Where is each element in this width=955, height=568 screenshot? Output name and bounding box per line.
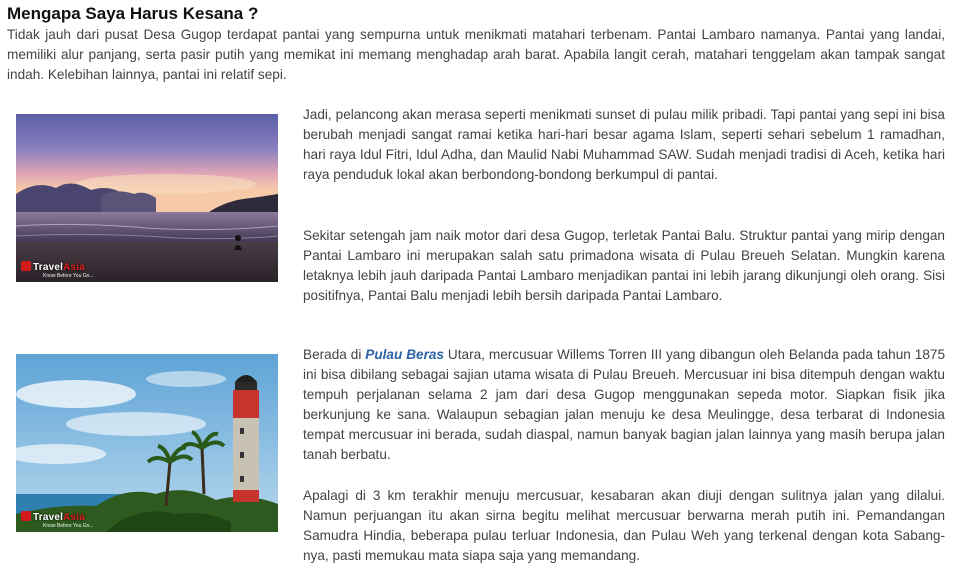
pulau-beras-link[interactable]: Pulau Beras [365, 347, 444, 362]
paragraph-mercusuar [303, 345, 945, 465]
watermark-brand-accent: Asia [63, 262, 86, 273]
watermark-brand: Travel [33, 512, 64, 523]
travelasia-watermark-2 [21, 507, 94, 529]
paragraph-pantai-balu: Sekitar setengah jam naik motor dari desa Gugop, terletak Pantai Balu. Struktur pantai yang mirip dengan Pantai Lambaro ini merupakan salah satu primadona wisata di Pulau Breueh Selatan. Mungkin karena letaknya lebih jauh daripada Pantai Lambaro menjadikan pantai ini lebih jarang dikunjungi oleh orang. Sisi positifnya, Pantai Balu menjadi lebih bersih daripada Pantai Lambaro. [303, 228, 945, 303]
paragraph-text-rest: Utara, mercusuar Willems Torren III yang dibangun oleh Belanda pada tahun 1875 ini bisa dibilang sebagai sajian utama wisata di Pulau Breueh. Mercusuar ini bisa ditempuh dengan waktu tempuh perjalanan selama 2 jam dari desa Gugop menggunakan sepeda motor. Siapkan fisik jika berkunjung ke sana. Walaupun sebagian jalan menuju ke desa Meulingge, desa terbarat di Indonesia tempat mercusuar ini berada, sudah diaspal, namun banyak bagian jalan lainnya yang masih berupa jalan tanah berbatu. [303, 347, 946, 462]
lighthouse-image [16, 354, 278, 532]
paragraph-pantai-lambaro: Jadi, pelancong akan merasa seperti menikmati sunset di pulau milik pribadi. Tapi pantai yang sepi ini bisa berubah menjadi sangat ramai ketika hari-hari besar agama Islam, seperti sehari sebelum 1 ramadhan, hari raya Idul Fitri, Idul Adha, dan Maulid Nabi Muhammad SAW. Sudah menjadi tradisi di Aceh, ketika hari raya penduduk lokal akan berbondong-bondong berkumpul di pantai. [303, 107, 945, 182]
watermark-brand-accent: Asia [63, 512, 86, 523]
paragraph-perjalanan: Apalagi di 3 km terakhir menuju mercusuar, kesabaran akan diuji dengan sulitnya jalan yang dilalui. Namun perjuangan itu akan sirna begitu melihat mercusuar berwarna merah putih ini. Pemandangan Samudra Hindia, beberapa pulau terluar Indonesia, dan Pulau Weh yang terkenal dengan kota Sabang-nya, pasti memukau mata siapa saja yang memandang. [303, 488, 945, 563]
beach-sunset-photo [16, 114, 278, 282]
intro-paragraph: Tidak jauh dari pusat Desa Gugop terdapat pantai yang sempurna untuk menikmati matahari terbenam. Pantai Lambaro namanya. Pantai yang landai, memiliki alur panjang, serta pasir putih yang memikat ini memang menghadap arah barat. Apabila langit cerah, matahari tenggelam akan tampak sangat indah. Kelebihan lainnya, pantai ini relatif sepi. [7, 27, 945, 82]
watermark-tagline: Know Before You Go... [43, 273, 94, 279]
lighthouse-photo [16, 354, 278, 532]
travelasia-logo-icon [21, 511, 31, 521]
watermark-brand: Travel [33, 262, 64, 273]
travelasia-logo-icon [21, 261, 31, 271]
page-title: Mengapa Saya Harus Kesana ? [7, 4, 259, 23]
watermark-tagline: Know Before You Go... [43, 523, 94, 529]
paragraph-text-start: Berada di [303, 347, 366, 362]
travelasia-watermark [21, 257, 94, 279]
